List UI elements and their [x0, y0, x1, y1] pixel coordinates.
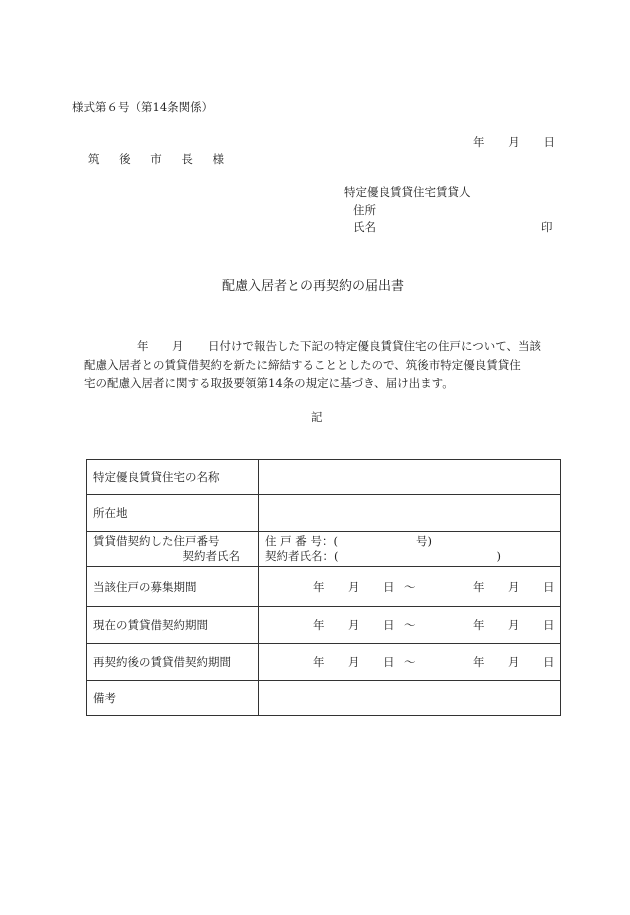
unit-no-label: 住 戸 番 号：( — [265, 534, 338, 548]
body-line-3: 宅の配慮入居者に関する取扱要領第14条の規定に基づき、届け出ます。 — [84, 376, 454, 390]
addressee-char: 市 — [150, 152, 162, 166]
field-name[interactable] — [259, 460, 561, 495]
table-row — [87, 460, 561, 495]
row-label-location: 所在地 — [87, 495, 259, 532]
period-char: 年 — [473, 618, 485, 632]
period-current — [265, 618, 554, 632]
table-row — [87, 495, 561, 532]
unit-no-line — [265, 534, 554, 549]
row-label-unit-1: 賃貸借契約した住戸番号 — [93, 534, 220, 548]
seal-mark: 印 — [541, 220, 553, 234]
body-line-1: 日付けで報告した下記の特定優良賃貸住宅の住戸について、当該 — [208, 339, 542, 353]
form-table — [86, 459, 561, 716]
period-char: 年 — [473, 579, 485, 594]
ki-mark: 記 — [311, 410, 323, 424]
row-label-name: 特定優良賃貸住宅の名称 — [87, 460, 259, 495]
period-after — [265, 655, 554, 669]
contractor-suffix: ) — [496, 549, 501, 563]
period-char: 月 — [348, 655, 360, 669]
period-char: 月 — [348, 579, 360, 594]
contractor-label: 契約者氏名：( — [265, 549, 339, 563]
period-char: 年 — [313, 579, 325, 594]
field-current-period[interactable] — [259, 607, 561, 644]
date-day: 日 — [543, 135, 555, 149]
field-location[interactable] — [259, 495, 561, 532]
period-char: 日 — [543, 579, 555, 594]
period-char: 日 — [543, 655, 555, 669]
contractor-line — [265, 549, 554, 564]
date-month: 月 — [508, 135, 520, 149]
addressee-char: 様 — [212, 152, 224, 166]
body-year: 年 — [137, 339, 149, 353]
field-remarks[interactable] — [259, 681, 561, 716]
form-id: 様式第６号（第14条関係） — [72, 100, 214, 114]
table-row — [87, 567, 561, 607]
addressee — [88, 154, 224, 166]
addressee-char: 筑 — [88, 152, 100, 166]
addressee-char: 後 — [119, 152, 131, 166]
unit-no-suffix: 号) — [415, 534, 432, 548]
period-char: ～ — [404, 579, 416, 594]
field-unit[interactable] — [259, 532, 561, 567]
period-char: 年 — [473, 655, 485, 669]
applicant-role: 特定優良賃貸住宅賃貸人 — [344, 185, 471, 199]
table-row — [87, 644, 561, 681]
period-char: ～ — [404, 655, 416, 669]
period-recruit — [265, 580, 554, 594]
table-row — [87, 607, 561, 644]
period-char: 日 — [543, 618, 555, 632]
period-char: 月 — [508, 579, 520, 594]
field-recruit-period[interactable] — [259, 567, 561, 607]
row-label-unit-2: 契約者氏名 — [182, 549, 240, 563]
date-year: 年 — [473, 135, 485, 149]
date-line — [473, 137, 555, 149]
period-char: 年 — [313, 655, 325, 669]
row-label-remarks: 備考 — [87, 681, 259, 716]
field-after-period[interactable] — [259, 644, 561, 681]
row-label-unit — [87, 532, 259, 567]
row-label-current: 現在の賃貸借契約期間 — [87, 607, 259, 644]
period-char: ～ — [404, 618, 416, 632]
period-char: 日 — [383, 655, 395, 669]
addressee-char: 長 — [181, 152, 193, 166]
period-char: 月 — [348, 618, 360, 632]
row-label-recruit: 当該住戸の募集期間 — [87, 567, 259, 607]
period-char: 日 — [383, 618, 395, 632]
period-char: 年 — [313, 618, 325, 632]
period-char: 日 — [383, 579, 395, 594]
period-char: 月 — [508, 618, 520, 632]
row-label-after: 再契約後の賃貸借契約期間 — [87, 644, 259, 681]
applicant-address-label: 住所 — [353, 203, 376, 217]
body-month: 月 — [172, 339, 184, 353]
table-row — [87, 681, 561, 716]
table-row — [87, 532, 561, 567]
period-char: 月 — [508, 655, 520, 669]
body-line-2: 配慮入居者との賃貸借契約を新たに締結することとしたので、筑後市特定優良賃貸住 — [84, 358, 521, 372]
applicant-name-label: 氏名 — [353, 220, 376, 234]
document-title: 配慮入居者との再契約の届出書 — [222, 279, 405, 294]
